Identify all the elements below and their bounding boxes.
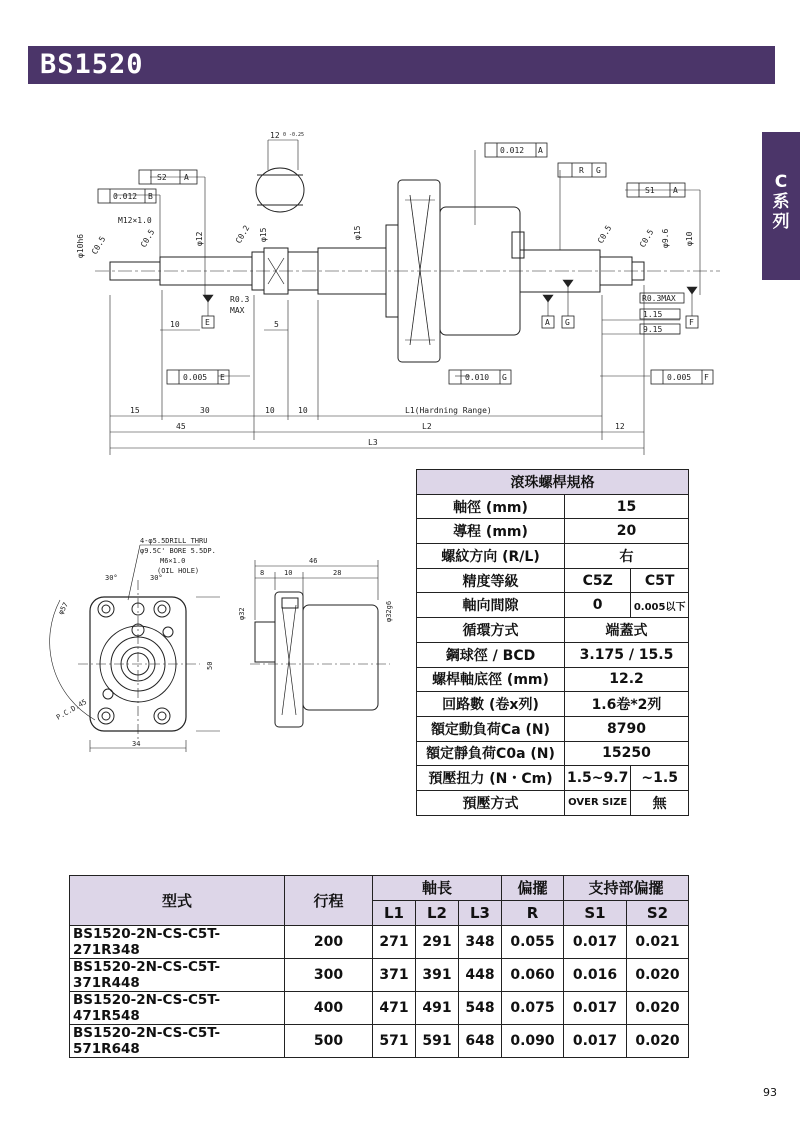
- datum-a: A: [545, 318, 550, 327]
- page-number: 93: [763, 1086, 777, 1099]
- label-d10b: 10: [298, 406, 308, 415]
- label-holes: 4-φ5.5DRILL THRU: [140, 537, 208, 545]
- label-c05a: C0.5: [89, 234, 108, 256]
- label-bore: φ9.5C' BORE 5.5DP.: [140, 547, 216, 555]
- label-c05c: C0.5: [595, 223, 614, 245]
- table-row: BS1520-2N-CS-C5T-371R448 300 371 391 448 0.060 0.016 0.020: [70, 958, 689, 991]
- label-ang30a: 30°: [105, 574, 118, 582]
- label-ang30b: 30°: [150, 574, 163, 582]
- label-perp-e-ref: E: [220, 373, 225, 382]
- label-c05d: C0.5: [637, 227, 656, 249]
- spec-table: [416, 469, 689, 816]
- label-phi32: φ32: [238, 607, 246, 620]
- table-row: 預壓方式 OVER SIZE 無: [417, 790, 689, 815]
- label-a-tol: 0.012: [500, 146, 525, 155]
- spec-header: 滾珠螺桿規格: [417, 470, 689, 495]
- series-tab-char-2: 列: [772, 212, 790, 232]
- table-row: 軸向間隙 0 0.005以下: [417, 593, 689, 618]
- label-perp-g-tol: 0.010: [465, 373, 490, 382]
- label-d115: 1.15: [643, 310, 663, 319]
- label-m6: M6×1.0: [160, 557, 186, 565]
- label-a-ref: A: [538, 146, 543, 155]
- table-row: 軸徑 (mm) 15: [417, 494, 689, 519]
- label-d34: 34: [132, 740, 141, 748]
- table-row: 鋼球徑 / BCD 3.175 / 15.5: [417, 642, 689, 667]
- label-m12: M12×1.0: [118, 216, 152, 225]
- label-d915: 9.15: [643, 325, 663, 334]
- nut-side-view: [250, 560, 390, 727]
- table-row: 預壓扭力 (N・Cm) 1.5~9.7 ~1.5: [417, 766, 689, 791]
- col-l1: L1: [373, 900, 416, 925]
- label-perp-f-tol: 0.005: [667, 373, 692, 382]
- label-d15: 15: [130, 406, 140, 415]
- table-row: 額定靜負荷C0a (N) 15250: [417, 741, 689, 766]
- col-stroke: 行程: [285, 876, 373, 926]
- label-pcd: P.C.D.45: [55, 697, 89, 722]
- shaft-view: [95, 168, 720, 362]
- label-dim5: 5: [274, 320, 279, 329]
- label-width-12: 12: [270, 131, 280, 140]
- label-phi32g6: φ32g6: [385, 600, 393, 622]
- label-s2-ref: A: [184, 173, 189, 182]
- label-s2: S2: [157, 173, 167, 182]
- label-r03max: R0.3MAX: [642, 294, 676, 303]
- label-phi10h6: φ10h6: [76, 233, 85, 258]
- label-l1: L1(Hardning Range): [405, 406, 492, 415]
- label-d10a: 10: [265, 406, 275, 415]
- datum-e: E: [205, 318, 210, 327]
- flange-front-view: [50, 545, 220, 752]
- label-d46: 46: [309, 557, 318, 565]
- series-tab-letter: C: [774, 172, 788, 192]
- label-s1: S1: [645, 186, 655, 195]
- table-row: BS1520-2N-CS-C5T-571R648 500 571 591 648 0.090 0.017 0.020: [70, 1024, 689, 1057]
- col-s1: S1: [564, 900, 627, 925]
- label-d12: 12: [615, 422, 625, 431]
- label-c05b: C0.5: [138, 227, 157, 249]
- models-table: [69, 875, 689, 1058]
- col-support-runout: 支持部偏擺: [564, 876, 689, 901]
- label-d50: 50: [206, 661, 214, 670]
- label-oil: (OIL HOLE): [157, 567, 200, 575]
- table-row: 循環方式 端蓋式: [417, 618, 689, 643]
- label-phi15a: φ15: [259, 227, 268, 242]
- label-phi96: φ9.6: [661, 228, 670, 248]
- col-axis-length: 軸長: [373, 876, 502, 901]
- label-perp-f-ref: F: [704, 373, 709, 382]
- table-row: BS1520-2N-CS-C5T-271R348 200 271 291 348 0.055 0.017 0.021: [70, 925, 689, 958]
- label-d8: 8: [260, 569, 265, 577]
- label-b-tol: 0.012: [113, 192, 138, 201]
- label-max: MAX: [230, 306, 245, 315]
- datum-g: G: [565, 318, 570, 327]
- label-perp-g-ref: G: [502, 373, 507, 382]
- label-phi10: φ10: [685, 231, 694, 246]
- page-title: BS1520: [40, 49, 144, 80]
- label-phi15b: φ15: [353, 225, 362, 240]
- table-row: 回路數 (卷x列) 1.6卷*2列: [417, 692, 689, 717]
- label-phi57: φ57: [56, 601, 71, 616]
- col-runout: 偏擺: [502, 876, 564, 901]
- label-g-ref: G: [596, 166, 601, 175]
- col-model: 型式: [70, 876, 285, 926]
- label-b-ref: B: [148, 192, 153, 201]
- col-r: R: [502, 900, 564, 925]
- col-l3: L3: [459, 900, 502, 925]
- label-r03: R0.3: [230, 295, 250, 304]
- col-s2: S2: [627, 900, 689, 925]
- table-row: 額定動負荷Ca (N) 8790: [417, 716, 689, 741]
- label-r: R: [579, 166, 584, 175]
- table-row: 導程 (mm) 20: [417, 519, 689, 544]
- label-d30: 30: [200, 406, 210, 415]
- tolerance-frames: [98, 143, 713, 384]
- label-d10c: 10: [284, 569, 293, 577]
- table-row: 精度等級 C5Z C5T: [417, 568, 689, 593]
- label-dim10: 10: [170, 320, 180, 329]
- label-l3: L3: [368, 438, 378, 447]
- label-c02: C0.2: [233, 223, 252, 245]
- col-l2: L2: [416, 900, 459, 925]
- label-l2: L2: [422, 422, 432, 431]
- label-d45: 45: [176, 422, 186, 431]
- table-row: 螺桿軸底徑 (mm) 12.2: [417, 667, 689, 692]
- label-phi12: φ12: [195, 231, 204, 246]
- label-d28: 28: [333, 569, 342, 577]
- label-tol-12: 0 -0.25: [283, 132, 305, 138]
- label-s1-ref: A: [673, 186, 678, 195]
- datum-f: F: [689, 318, 694, 327]
- table-row: BS1520-2N-CS-C5T-471R548 400 471 491 548 0.075 0.017 0.020: [70, 991, 689, 1024]
- series-tab-char-1: 系: [772, 192, 790, 212]
- label-perp-e-tol: 0.005: [183, 373, 208, 382]
- table-row: 螺紋方向 (R/L) 右: [417, 544, 689, 569]
